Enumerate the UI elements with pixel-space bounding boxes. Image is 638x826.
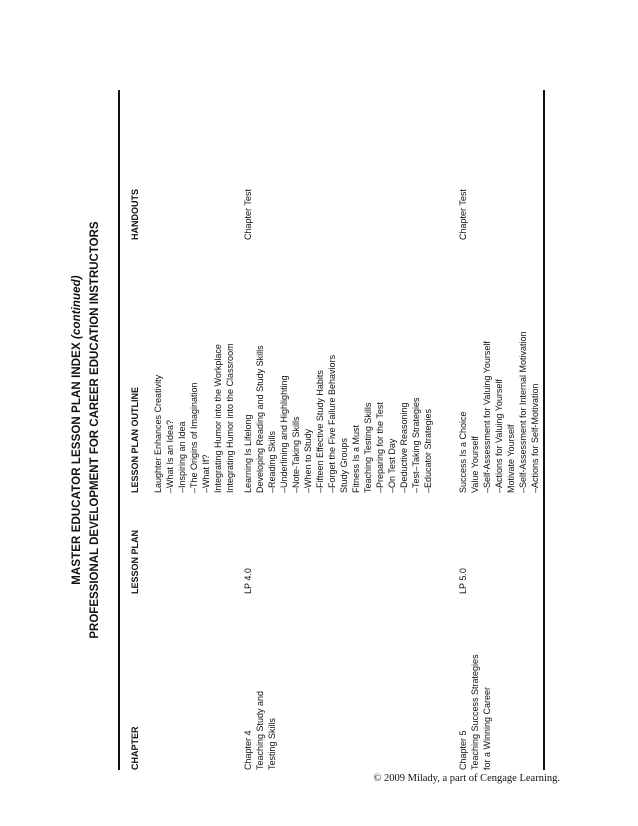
outline-line: –Reading Skills [267,430,277,493]
document-title [70,90,84,770]
outline-line: Learning Is Lifelong [243,414,253,493]
outline-line: –When to Study [303,428,313,493]
outline-line: Laughter Enhances Creativity [153,374,163,493]
document-title-main: MASTER EDUCATOR LESSON PLAN INDEX [71,342,83,585]
outline-line: Study Groups [339,437,349,493]
outline-line: –Self-Assessment for Valuing Yourself [482,341,492,493]
outline-line: Value Yourself [470,436,480,493]
outline-line: Integrating Humor into the Workplace [213,344,223,493]
outline-line: –What If? [201,454,211,493]
row3-lesson-plan: LP 5.0 [458,568,468,594]
row2-chapter [242,691,278,770]
header-chapter: CHAPTER [130,726,140,770]
title-block [70,90,110,770]
outline-line: Motivate Yourself [506,424,516,493]
outline-line: –Educator Strategies [423,408,433,493]
chapter-line: Teaching Success Strategies [470,654,480,770]
outline-line: –Underlining and Highlighting [279,375,289,493]
outline-line: Teaching Testing Skills [363,402,373,493]
row1-outline [152,343,236,493]
outline-line: –Forget the Five Failure Behaviors [327,354,337,493]
chapter-line: Chapter 5 [458,730,468,770]
row2-outline [242,345,434,493]
outline-line: –Actions for Valuing Yourself [494,379,504,493]
top-rule [118,90,120,770]
outline-line: –What Is an Idea? [165,419,175,493]
row2-lesson-plan: LP 4.0 [243,568,253,594]
header-lesson-plan: LESSON PLAN [130,529,140,594]
chapter-line: Teaching Study and [255,690,265,770]
rotated-lesson-plan-table [70,90,545,770]
document-title-continued: (continued) [71,275,83,339]
outline-line: –On Test Day [387,438,397,493]
outline-line: –Actions for Self-Motivation [530,383,540,493]
outline-line: –Fifteen Effective Study Habits [315,370,325,493]
outline-line: –Test–Taking Strategies [411,397,421,493]
outline-line: –The Origins of Imagination [189,382,199,493]
row3-outline [457,331,541,493]
copyright-footer: © 2009 Milady, a part of Cengage Learning. [373,773,560,784]
row3-handouts: Chapter Test [458,189,468,240]
header-outline: LESSON PLAN OUTLINE [130,386,140,493]
outline-line: Integrating Humor into the Classroom [225,343,235,493]
outline-line: Developing Reading and Study Skills [255,345,265,493]
header-handouts: HANDOUTS [130,189,140,240]
row2-handouts: Chapter Test [243,189,253,240]
bottom-rule [543,90,545,770]
chapter-line: for a Winning Career [482,686,492,770]
row3-chapter [457,654,493,770]
outline-line: –Preparing for the Test [375,402,385,493]
chapter-line: Chapter 4 [243,730,253,770]
outline-line: Fitness Is a Must [351,424,361,493]
chapter-line: Testing Skills [267,717,277,770]
document-subtitle: PROFESSIONAL DEVELOPMENT FOR CAREER EDUCATION INSTRUCTORS [89,221,101,639]
outline-line: –Note-Taking Skills [291,416,301,493]
outline-line: –Inspiring an Idea [177,421,187,493]
outline-line: –Self-Assessment for Internal Motivation [518,331,528,493]
outline-line: –Deductive Reasoning [399,402,409,493]
outline-line: Success Is a Choice [458,411,468,493]
